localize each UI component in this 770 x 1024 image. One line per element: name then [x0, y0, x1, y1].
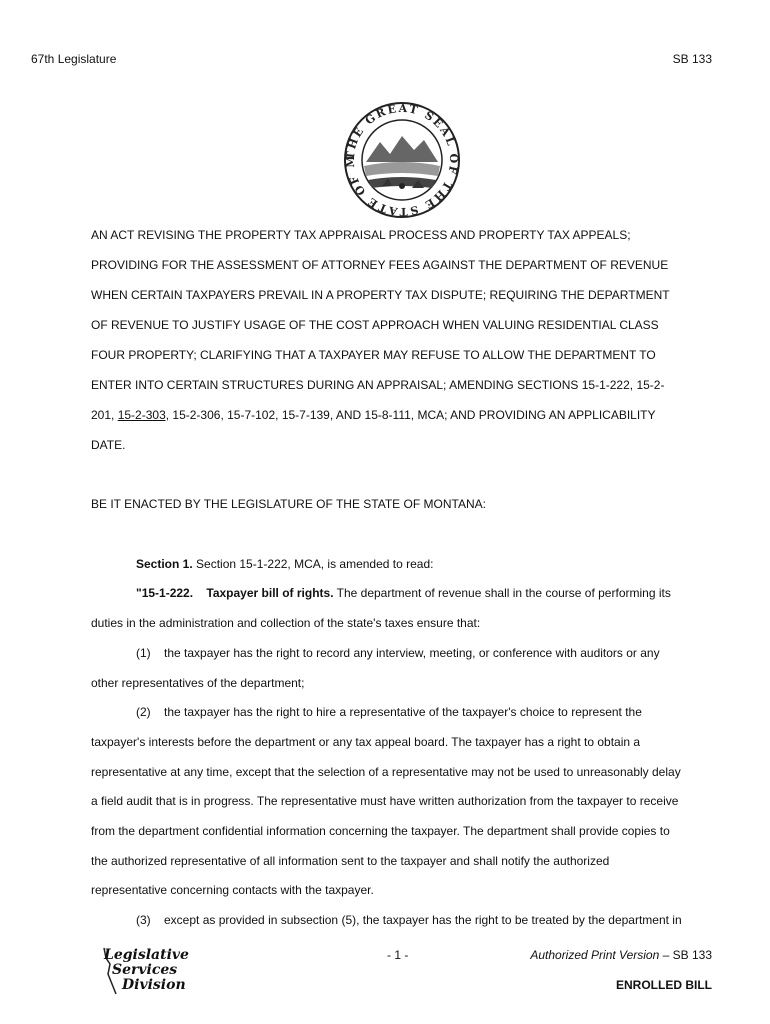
- bill-of-rights-rest: The department of revenue shall in the course of performing its: [333, 586, 671, 600]
- item-1-line-1: (1) the taxpayer has the right to record any interview, meeting, or conference with auditors or any: [136, 646, 660, 660]
- title-line-7-pre: 201,: [91, 408, 118, 422]
- bill-of-rights-heading: [136, 586, 671, 600]
- enacting-clause: BE IT ENACTED BY THE LEGISLATURE OF THE STATE OF MONTANA:: [91, 497, 486, 511]
- item-2-line-1: (2) the taxpayer has the right to hire a representative of the taxpayer's choice to represent the: [136, 705, 642, 719]
- item-2-line-7: representative concerning contacts with the taxpayer.: [91, 883, 374, 897]
- print-version: [530, 948, 712, 962]
- print-version-italic: Authorized Print Version: [530, 948, 660, 962]
- item-2-line-2: taxpayer's interests before the department or any tax appeal board. The taxpayer has a right to obtain a: [91, 735, 641, 749]
- item-3-line-1: (3) except as provided in subsection (5), the taxpayer has the right to be treated by the department in: [136, 913, 682, 927]
- item-2-line-6: the authorized representative of all information sent to the taxpayer and shall notify the authorized: [91, 854, 610, 868]
- section-1-label: Section 1.: [136, 557, 193, 571]
- section-1-heading: [136, 557, 433, 571]
- bill-of-rights-lead: "15-1-222. Taxpayer bill of rights.: [136, 586, 334, 600]
- logo-line-2: Services: [112, 962, 178, 978]
- bill-status: ENROLLED BILL: [616, 978, 712, 992]
- logo-line-3: Division: [122, 977, 186, 993]
- title-line-8: DATE.: [91, 438, 126, 452]
- item-1-line-2: other representatives of the department;: [91, 676, 305, 690]
- state-seal-image: [342, 100, 462, 220]
- seal-icon: [342, 100, 462, 220]
- title-line-7: [91, 408, 656, 422]
- title-line-5: FOUR PROPERTY; CLARIFYING THAT A TAXPAYER MAY REFUSE TO ALLOW THE DEPARTMENT TO: [91, 348, 656, 362]
- logo-line-1: Legislative: [104, 947, 189, 963]
- title-line-6: ENTER INTO CERTAIN STRUCTURES DURING AN APPRAISAL; AMENDING SECTIONS 15-1-222, 15-2-: [91, 378, 665, 392]
- item-2-line-4: a field audit that is in progress. The representative must have written authorization from the taxpayer to receive: [91, 794, 679, 808]
- title-line-3: WHEN CERTAIN TAXPAYERS PREVAIL IN A PROPERTY TAX DISPUTE; REQUIRING THE DEPARTMENT: [91, 288, 670, 302]
- title-line-7-underlined: 15-2-303,: [117, 408, 170, 422]
- bill-of-rights-line-2: duties in the administration and collection of the state's taxes ensure that:: [91, 616, 481, 630]
- title-line-7-post: 15-2-306, 15-7-102, 15-7-139, AND 15-8-111, MCA; AND PROVIDING AN APPLICABILITY: [169, 408, 656, 422]
- header-bill-number: SB 133: [672, 52, 712, 66]
- header-legislature: 67th Legislature: [31, 52, 117, 66]
- legislative-services-division-logo: [98, 944, 194, 1000]
- section-1-text: Section 15-1-222, MCA, is amended to read:: [192, 557, 434, 571]
- title-line-4: OF REVENUE TO JUSTIFY USAGE OF THE COST APPROACH WHEN VALUING RESIDENTIAL CLASS: [91, 318, 659, 332]
- seal-text: THE GREAT SEAL OF THE STATE OF M: [343, 101, 461, 219]
- title-line-1: AN ACT REVISING THE PROPERTY TAX APPRAISAL PROCESS AND PROPERTY TAX APPEALS;: [91, 228, 631, 242]
- title-line-2: PROVIDING FOR THE ASSESSMENT OF ATTORNEY FEES AGAINST THE DEPARTMENT OF REVENUE: [91, 258, 669, 272]
- print-version-rest: – SB 133: [659, 948, 712, 962]
- page-number: - 1 -: [387, 948, 409, 962]
- item-2-line-3: representative at any time, except that the selection of a representative may not be used to unreasonably delay: [91, 765, 681, 779]
- item-2-line-5: from the department confidential information concerning the taxpayer. The department shall provide copies to: [91, 824, 670, 838]
